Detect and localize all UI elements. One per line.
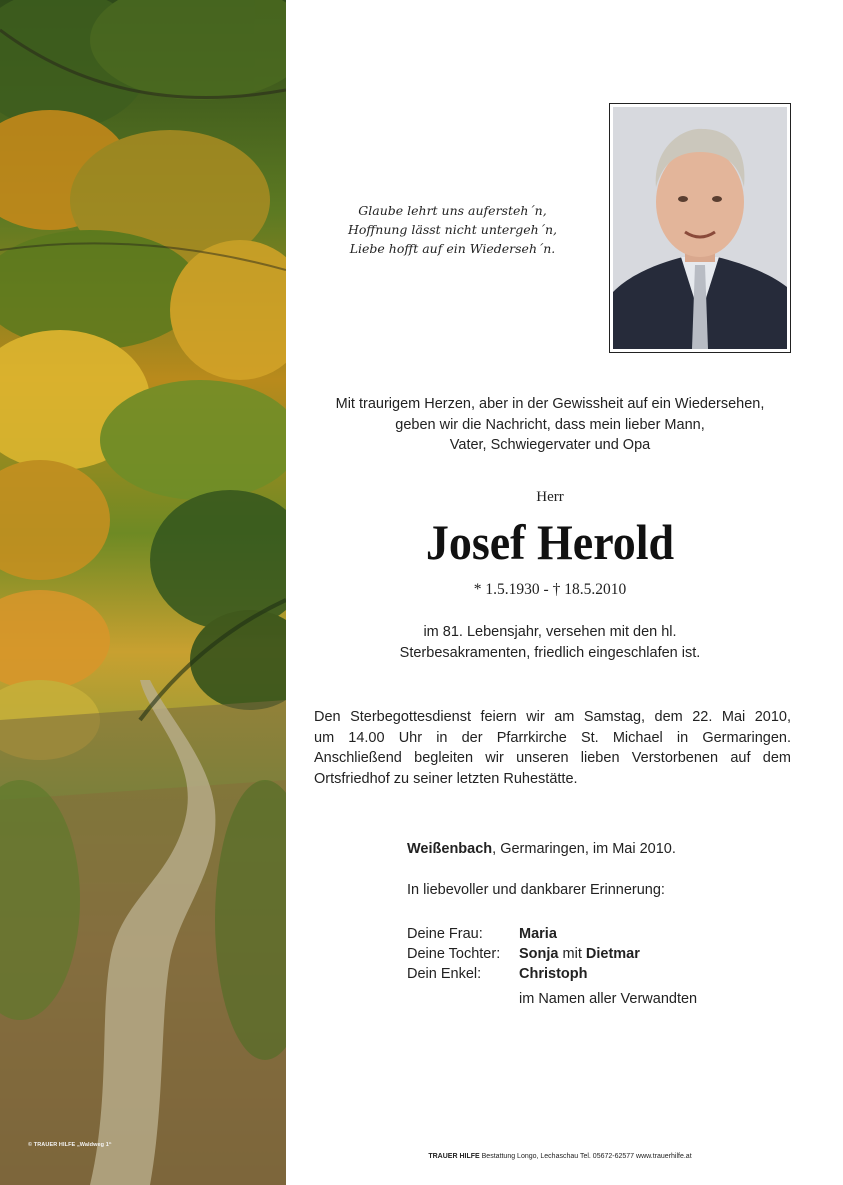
service-line: Anschließend begleiten wir unseren lieben Verstorbenen auf dem bbox=[314, 750, 791, 766]
service-line: Ortsfriedhof zu seiner letzten Ruhestätte. bbox=[314, 770, 578, 787]
relation-label: Dein Enkel: bbox=[407, 966, 482, 982]
place-rest: , Germaringen, im Mai 2010. bbox=[492, 841, 676, 857]
announcement-intro bbox=[300, 394, 800, 456]
memory-line: In liebevoller und dankbarer Erinnerung: bbox=[407, 882, 665, 898]
deceased-name: Josef Herold bbox=[425, 514, 675, 570]
poem-quote bbox=[330, 201, 575, 258]
service-line: um 14.00 Uhr in der Pfarrkirche St. Michael in Germaringen. bbox=[314, 729, 791, 746]
forest-path-image bbox=[0, 0, 286, 1185]
service-line: Den Sterbegottesdienst feiern wir am Samstag, dem 22. Mai 2010, bbox=[314, 709, 791, 725]
footer-imprint bbox=[300, 1153, 820, 1160]
quote-line: Hoffnung lässt nicht untergeh´n, bbox=[347, 222, 557, 237]
relatives-line: im Namen aller Verwandten bbox=[519, 991, 698, 1007]
intro-line: Mit traurigem Herzen, aber in der Gewissheit auf ein Wiedersehen, bbox=[335, 396, 765, 412]
life-dates: * 1.5.1930 - † 18.5.2010 bbox=[473, 581, 627, 598]
family-row-daughter bbox=[407, 944, 807, 964]
family-list bbox=[407, 924, 807, 984]
intro-line: geben wir die Nachricht, dass mein lieber Mann, bbox=[395, 416, 705, 433]
age-line: Sterbesakramenten, friedlich eingeschlafen ist. bbox=[399, 644, 701, 661]
quote-line: Glaube lehrt uns aufersteh´n, bbox=[358, 203, 547, 218]
relation-label: Deine Frau: bbox=[407, 926, 483, 942]
footer-brand: TRAUER HILFE bbox=[428, 1153, 480, 1160]
intro-line: Vater, Schwiegervater und Opa bbox=[449, 437, 651, 453]
age-line: im 81. Lebensjahr, versehen mit den hl. bbox=[423, 624, 677, 640]
quote-line: Liebe hofft auf ein Wiederseh´n. bbox=[349, 241, 556, 256]
footer-text: Bestattung Longo, Lechaschau Tel. 05672-62577 www.trauerhilfe.at bbox=[479, 1153, 692, 1160]
salutation: Herr bbox=[536, 489, 564, 505]
place-date bbox=[407, 841, 807, 857]
relative-name: Christoph bbox=[519, 966, 588, 982]
place-town: Weißenbach bbox=[407, 841, 493, 857]
image-credit: © TRAUER HILFE „Waldweg 1“ bbox=[28, 1142, 112, 1148]
relative-name: Maria bbox=[519, 926, 557, 942]
portrait-photo bbox=[609, 103, 791, 353]
relative-partner: Dietmar bbox=[585, 946, 640, 962]
service-details bbox=[314, 707, 791, 789]
relative-name: Sonja bbox=[519, 946, 559, 962]
relation-label: Deine Tochter: bbox=[407, 946, 501, 962]
relative-connector: mit bbox=[558, 946, 586, 962]
age-statement bbox=[330, 622, 770, 663]
family-row-grandson bbox=[407, 964, 807, 984]
family-row-wife bbox=[407, 924, 807, 944]
